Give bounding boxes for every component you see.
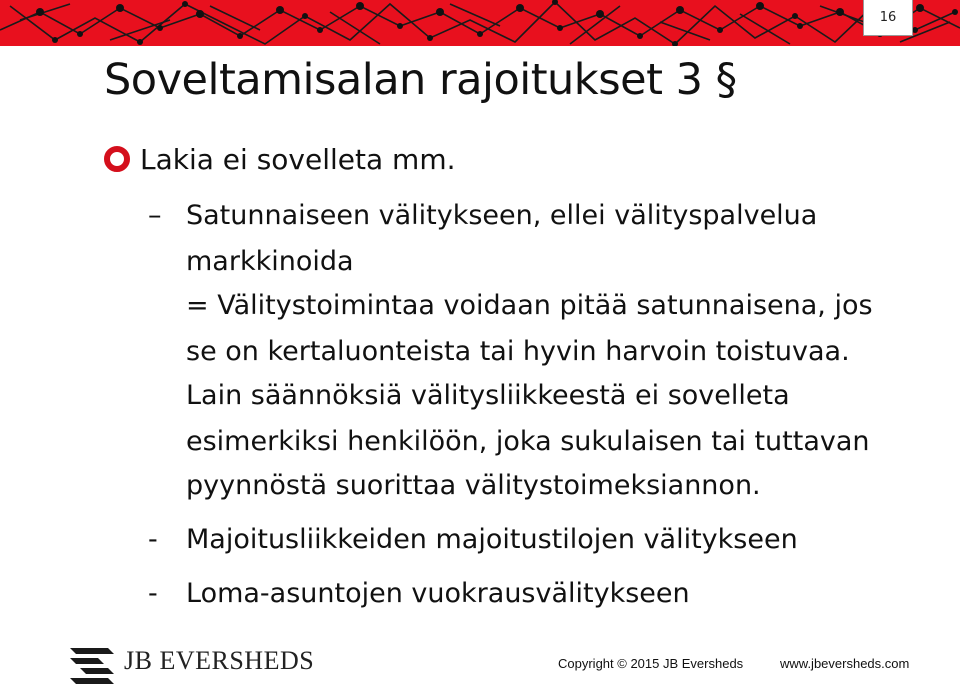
- dash-marker: -: [148, 578, 158, 609]
- paragraph-line: se on kertaluonteista tai hyvin harvoin toistuvaa.: [186, 336, 850, 367]
- header-banner: [0, 0, 960, 46]
- dash-marker: -: [148, 524, 158, 555]
- paragraph-line: markkinoida: [186, 246, 354, 277]
- paragraph-line: esimerkiksi henkilöön, joka sukulaisen tai tuttavan: [186, 426, 870, 457]
- list-item: Loma-asuntojen vuokrausvälitykseen: [186, 578, 690, 609]
- jb-eversheds-logo-icon: [68, 644, 116, 688]
- footer-copyright: Copyright © 2015 JB Eversheds: [558, 656, 744, 671]
- footer-brand: JB EVERSHEDS: [124, 646, 315, 675]
- network-pattern-graphic: [0, 0, 960, 46]
- dash-marker: –: [148, 200, 162, 231]
- slide-title: Soveltamisalan rajoitukset 3 §: [104, 55, 737, 105]
- paragraph-line: = Välitystoimintaa voidaan pitää satunnaisena, jos: [186, 290, 873, 321]
- slide-number: 16: [863, 0, 913, 36]
- paragraph-line: Lain säännöksiä välitysliikkeestä ei sovelleta: [186, 380, 790, 411]
- paragraph-line: Satunnaiseen välitykseen, ellei välityspalvelua: [186, 200, 818, 231]
- list-item: Majoitusliikkeiden majoitustilojen välitykseen: [186, 524, 798, 555]
- ring-bullet-icon: [104, 146, 130, 172]
- footer-url: www.jbeversheds.com: [780, 656, 910, 671]
- bullet-text: Lakia ei sovelleta mm.: [140, 143, 456, 176]
- paragraph-line: pyynnöstä suorittaa välitystoimeksiannon.: [186, 470, 761, 501]
